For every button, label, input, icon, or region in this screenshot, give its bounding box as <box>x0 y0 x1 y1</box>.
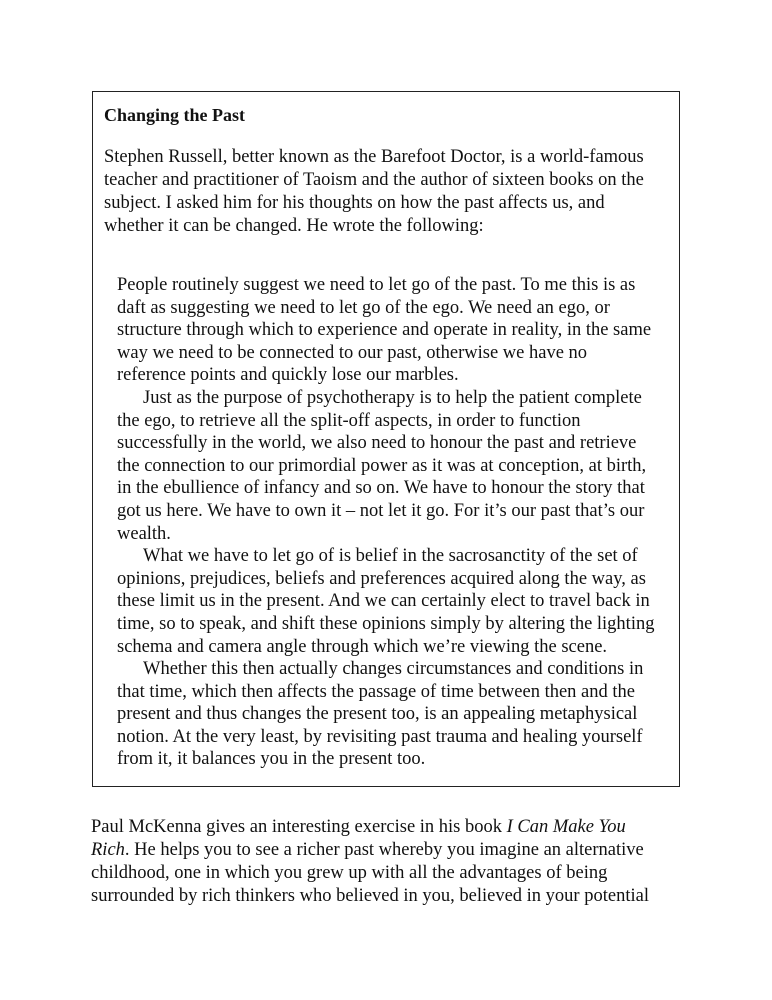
quote-line: in the ebullience of infancy and so on. We have to honour the story that <box>117 478 645 499</box>
quote-line: Just as the purpose of psychotherapy is to help the patient complete <box>143 387 642 408</box>
quote-line: wealth. <box>117 523 171 544</box>
text-line: teacher and practitioner of Taoism and the author of sixteen books on the <box>104 170 644 190</box>
quote-line: daft as suggesting we need to let go of the ego. We need an ego, or <box>117 297 610 318</box>
text-line: subject. I asked him for his thoughts on how the past affects us, and <box>104 193 605 213</box>
text-line: surrounded by rich thinkers who believed in you, believed in your potential <box>91 886 649 906</box>
quote-line: from it, it balances you in the present too. <box>117 749 426 770</box>
quote-line: got us here. We have to own it – not let it go. For it’s our past that’s our <box>117 500 645 521</box>
quote-line: present and thus changes the present too, is an appealing metaphysical <box>117 704 638 725</box>
box-title: Changing the Past <box>104 105 246 125</box>
quote-line: the ego, to retrieve all the split-off aspects, in order to function <box>117 410 581 431</box>
quote-line: structure through which to experience and operate in reality, in the same <box>117 320 652 341</box>
quote-line: reference points and quickly lose our marbles. <box>117 365 459 386</box>
body-paragraph <box>91 816 671 908</box>
quote-line: time, so to speak, and shift these opinions simply by altering the lighting <box>117 613 655 634</box>
quote-line: opinions, prejudices, beliefs and preferences acquired along the way, as <box>117 568 646 589</box>
quote-line: way we need to be connected to our past, otherwise we have no <box>117 342 588 363</box>
quote-line: successfully in the world, we also need to honour the past and retrieve <box>117 433 637 454</box>
block-quote <box>117 274 672 771</box>
text-line: whether it can be changed. He wrote the following: <box>104 216 484 236</box>
quote-line: Whether this then actually changes circumstances and conditions in <box>143 659 644 680</box>
quote-line: People routinely suggest we need to let go of the past. To me this is as <box>117 275 636 295</box>
text-line: childhood, one in which you grew up with all the advantages of being <box>91 863 608 883</box>
quote-line: What we have to let go of is belief in the sacrosanctity of the set of <box>143 546 638 567</box>
text-line <box>91 839 671 862</box>
quote-line: these limit us in the present. And we can certainly elect to travel back in <box>117 591 650 612</box>
quote-line: notion. At the very least, by revisiting past trauma and healing yourself <box>117 726 643 747</box>
box-intro-paragraph <box>104 146 664 238</box>
book-title: Rich <box>91 840 125 860</box>
quote-line: the connection to our primordial power as it was at conception, at birth, <box>117 455 647 476</box>
text-line <box>91 816 671 839</box>
quote-line: schema and camera angle through which we’re viewing the scene. <box>117 636 608 657</box>
quote-line: that time, which then affects the passage of time between then and the <box>117 681 635 702</box>
book-title: I Can Make You <box>506 817 626 837</box>
text-span: Paul McKenna gives an interesting exercise in his book <box>91 817 507 837</box>
text-line: Stephen Russell, better known as the Barefoot Doctor, is a world-famous <box>104 147 644 167</box>
text-span: . He helps you to see a richer past whereby you imagine an alternative <box>124 840 644 860</box>
